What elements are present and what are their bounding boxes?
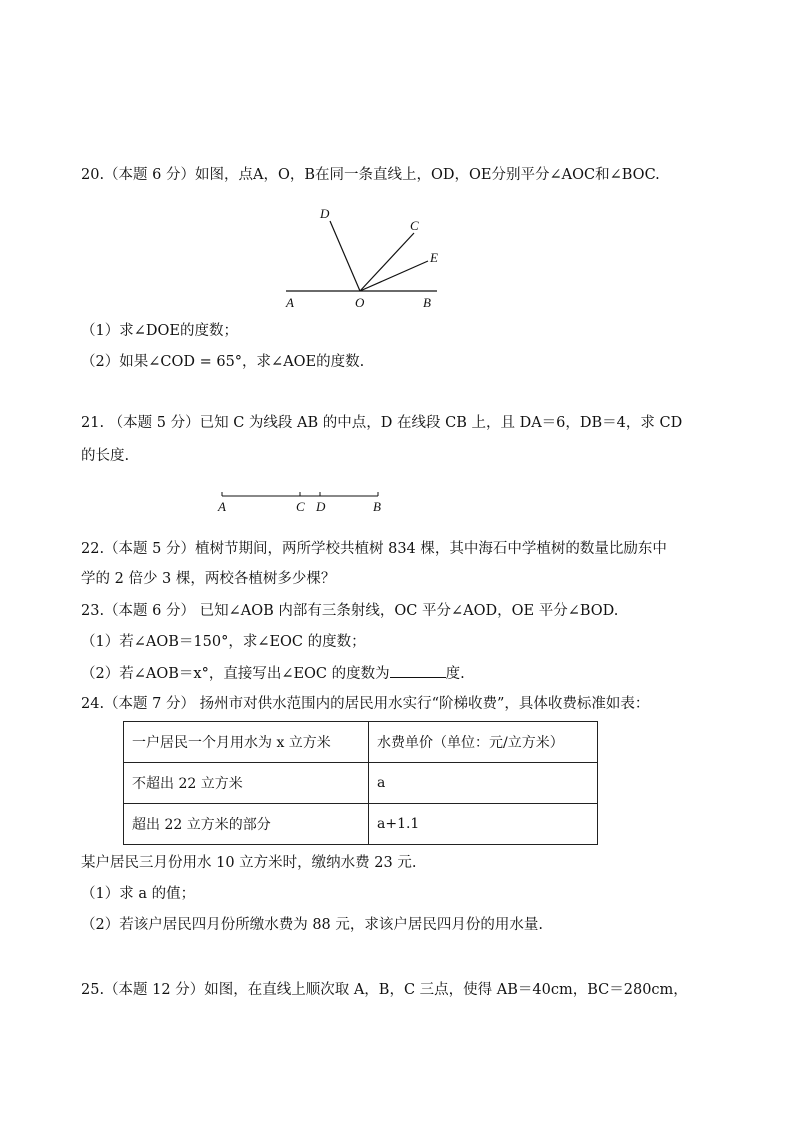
- label-d: D: [320, 206, 330, 221]
- table-header-cell: 水费单价（单位：元/立方米）: [369, 722, 598, 763]
- table-cell: a: [369, 763, 598, 804]
- q23-part2-unit: 度.: [445, 666, 465, 682]
- q20-angle-figure: [280, 200, 450, 310]
- q23-part2: [81, 663, 465, 684]
- q20-stem: 20.（本题 6 分）如图，点A，O，B在同一条直线上，OD，OE分别平分∠AOC和∠BOC.: [81, 167, 660, 183]
- ray-od: [330, 221, 360, 291]
- table-row: [124, 763, 598, 804]
- table-header-row: [124, 722, 598, 763]
- table-cell: 不超出 22 立方米: [124, 763, 369, 804]
- label-a: A: [218, 499, 226, 514]
- ray-oc: [360, 233, 414, 291]
- q20-part1: （1）求∠DOE的度数；: [81, 323, 238, 339]
- q24-part1: （1）求 a 的值；: [81, 886, 196, 902]
- q22-line1: 22.（本题 5 分）植树节期间，两所学校共植树 834 棵，其中海石中学植树的数量比励东中: [81, 541, 667, 557]
- label-b: B: [373, 499, 381, 514]
- table-header-cell: 一户居民一个月用水为 x 立方米: [124, 722, 369, 763]
- label-c: C: [410, 218, 419, 233]
- ray-oe: [360, 261, 428, 291]
- q23-stem: 23.（本题 6 分） 已知∠AOB 内部有三条射线，OC 平分∠AOD，OE 平分∠BOD.: [81, 603, 619, 619]
- label-e: E: [430, 250, 438, 265]
- q24-condition: 某户居民三月份用水 10 立方米时，缴纳水费 23 元.: [81, 855, 417, 871]
- table-cell: 超出 22 立方米的部分: [124, 804, 369, 845]
- label-b: B: [423, 295, 431, 310]
- q25-stem: 25.（本题 12 分）如图，在直线上顺次取 A，B，C 三点，使得 AB＝40cm，BC＝280cm，: [81, 982, 688, 998]
- q24-part2: （2）若该户居民四月份所缴水费为 88 元，求该户居民四月份的用水量.: [81, 917, 544, 933]
- q23-part1: （1）若∠AOB＝150°，求∠EOC 的度数；: [81, 634, 366, 650]
- q22-line2: 学的 2 倍少 3 棵，两校各植树多少棵？: [81, 571, 336, 587]
- table-row: [124, 804, 598, 845]
- label-c: C: [296, 499, 305, 514]
- label-a: A: [286, 295, 294, 310]
- q21-line1: 21. （本题 5 分）已知 C 为线段 AB 的中点，D 在线段 CB 上，且 DA＝6，DB＝4，求 CD: [81, 415, 683, 431]
- label-d: D: [316, 499, 326, 514]
- q20-part2: （2）如果∠COD = 65°，求∠AOE的度数.: [81, 354, 365, 370]
- answer-blank: [390, 663, 446, 678]
- label-o: O: [355, 295, 365, 310]
- q23-part2-text: （2）若∠AOB＝x°，直接写出∠EOC 的度数为: [81, 666, 390, 682]
- q24-stem: 24.（本题 7 分） 扬州市对供水范围内的居民用水实行“阶梯收费”，具体收费标准如表：: [81, 696, 650, 712]
- table-cell: a+1.1: [369, 804, 598, 845]
- water-fee-table: [123, 721, 598, 845]
- q21-line2: 的长度.: [81, 448, 130, 464]
- q21-segment-figure: [212, 488, 392, 516]
